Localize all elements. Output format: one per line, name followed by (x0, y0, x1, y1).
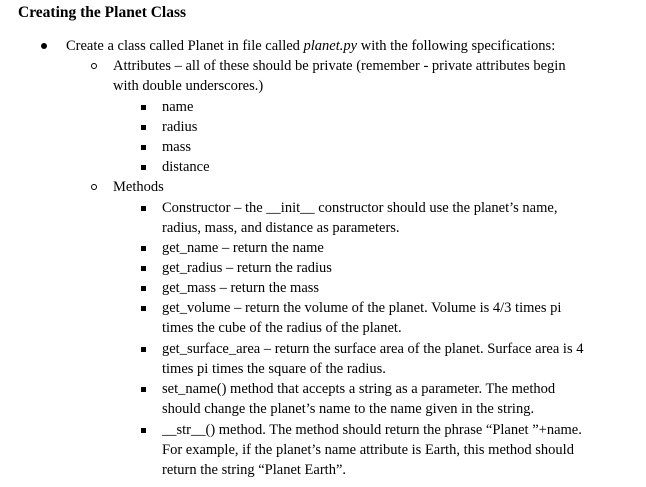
filename: planet.py (303, 38, 358, 54)
bullet-square-icon (141, 125, 146, 130)
method-str-line-1: __str__() method. The method should return the phrase “Planet ”+name. (162, 422, 582, 438)
method-set-name-line-2: should change the planet’s name to the name given in the string. (162, 401, 535, 417)
bullet-square-icon (141, 165, 146, 170)
method-constructor-line-2: radius, mass, and distance as parameters. (162, 220, 400, 236)
method-get-volume-line-2: times the cube of the radius of the planet. (162, 320, 402, 336)
bullet-disc-icon (41, 43, 47, 49)
bullet-square-icon (141, 347, 146, 352)
main-bullet-text-after: with the following specifications: (357, 38, 556, 54)
bullet-square-icon (141, 266, 146, 271)
attribute-item-mass: mass (162, 139, 191, 155)
bullet-square-icon (141, 206, 146, 211)
bullet-circle-icon (91, 63, 97, 69)
attributes-line-1: Attributes – all of these should be private (remember - private attributes begin (113, 58, 566, 74)
bullet-square-icon (141, 428, 146, 433)
method-get-mass: get_mass – return the mass (162, 280, 320, 296)
bullet-square-icon (141, 387, 146, 392)
main-bullet-text (66, 37, 555, 55)
method-get-name: get_name – return the name (162, 240, 324, 256)
main-bullet-text-before: Create a class called Planet in file called (66, 38, 304, 54)
bullet-square-icon (141, 105, 146, 110)
bullet-circle-icon (91, 184, 97, 190)
method-get-surface-area-line-1: get_surface_area – return the surface area of the planet. Surface area is 4 (162, 341, 584, 357)
bullet-square-icon (141, 286, 146, 291)
attribute-item-distance: distance (162, 159, 210, 175)
attributes-line-2: with double underscores.) (113, 78, 264, 94)
method-set-name-line-1: set_name() method that accepts a string as a parameter. The method (162, 381, 556, 397)
method-constructor-line-1: Constructor – the __init__ constructor should use the planet’s name, (162, 200, 558, 216)
method-str-line-3: return the string “Planet Earth”. (162, 462, 347, 478)
attribute-item-name: name (162, 99, 194, 115)
method-get-radius: get_radius – return the radius (162, 260, 332, 276)
method-str-line-2: For example, if the planet’s name attribute is Earth, this method should (162, 442, 574, 458)
attribute-item-radius: radius (162, 119, 198, 135)
page-title: Creating the Planet Class (18, 4, 187, 21)
bullet-square-icon (141, 306, 146, 311)
method-get-surface-area-line-2: times pi times the square of the radius. (162, 361, 386, 377)
bullet-square-icon (141, 246, 146, 251)
methods-heading: Methods (113, 179, 164, 195)
bullet-square-icon (141, 145, 146, 150)
method-get-volume-line-1: get_volume – return the volume of the planet. Volume is 4/3 times pi (162, 300, 562, 316)
